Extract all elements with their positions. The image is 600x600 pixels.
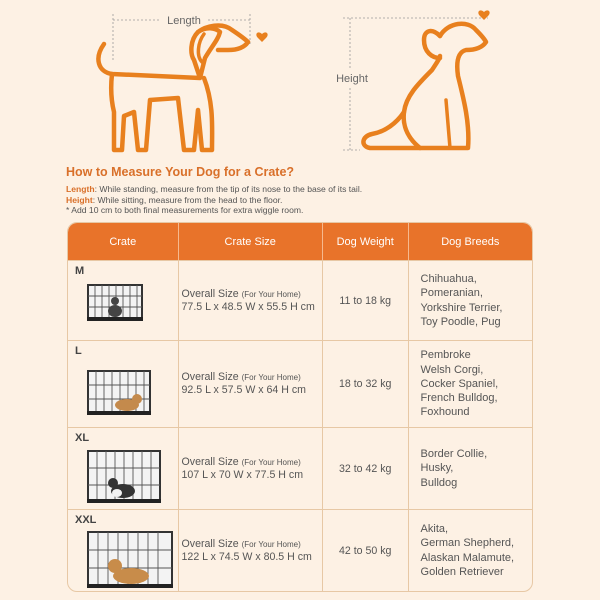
- dog-weight-cell: [323, 428, 409, 509]
- height-term: Height: [66, 194, 93, 205]
- crate-cell: [68, 341, 179, 427]
- breed-item: Cocker Spaniel,: [420, 377, 499, 390]
- crate-size-cell: [179, 261, 323, 340]
- crate-size-label: L: [75, 345, 82, 357]
- breed-item: Yorkshire Terrier,: [420, 301, 503, 314]
- dog-weight: 11 to 18 kg: [339, 294, 392, 307]
- dog-weight: 32 to 42 kg: [339, 462, 392, 475]
- dimensions: 77.5 L x 48.5 W x 55.5 H cm: [181, 300, 315, 313]
- table-row: [68, 427, 532, 509]
- measurement-illustration: [0, 0, 600, 160]
- dimensions: 92.5 L x 57.5 W x 64 H cm: [181, 384, 306, 396]
- for-home-label: (For Your Home): [241, 373, 301, 382]
- length-description: : While standing, measure from the tip of its nose to the base of its tail.: [94, 184, 363, 194]
- for-home-label: (For Your Home): [241, 457, 301, 467]
- breed-item: Border Collie,: [420, 448, 488, 461]
- dimensions: 107 L x 70 W x 77.5 H cm: [181, 468, 304, 481]
- heart-icon: [478, 10, 489, 20]
- overall-size-label: Overall Size: [181, 455, 239, 468]
- table-row: [68, 260, 532, 340]
- dog-weight: 42 to 50 kg: [339, 544, 392, 557]
- dog-weight-cell: [323, 510, 409, 591]
- wiggle-room-note: * Add 10 cm to both final measurements for extra wiggle room.: [66, 205, 304, 216]
- breed-item: Bulldog: [420, 476, 458, 489]
- overall-size-label: Overall Size: [181, 287, 239, 300]
- table-row: [68, 340, 532, 427]
- dimensions: 122 L x 74.5 W x 80.5 H cm: [181, 550, 312, 563]
- breed-item: Alaskan Malamute,: [420, 551, 515, 564]
- breed-item: Toy Poodle, Pug: [420, 315, 501, 328]
- heart-icon: [256, 32, 267, 42]
- dog-weight-cell: [323, 261, 409, 340]
- table-header: [68, 223, 532, 260]
- crate-image: [87, 449, 161, 505]
- dog-breeds-cell: [409, 341, 532, 427]
- dog-breeds-cell: [409, 510, 532, 591]
- dog-weight-cell: [323, 341, 409, 427]
- crate-cell: [68, 510, 179, 591]
- for-home-label: (For Your Home): [241, 539, 301, 549]
- sitting-dog-icon: [363, 24, 486, 148]
- height-description: : While sitting, measure from the head to the floor.: [92, 194, 283, 205]
- breed-item: Akita,: [420, 522, 449, 535]
- breed-item: Foxhound: [420, 406, 470, 419]
- dog-weight: 18 to 32 kg: [339, 378, 392, 390]
- crate-cell: [68, 428, 179, 509]
- crate-image: [87, 369, 151, 417]
- crate-size-label: M: [75, 265, 85, 277]
- breed-item: German Shepherd,: [420, 537, 515, 550]
- breed-item: Welsh Corgi,: [420, 363, 484, 376]
- header-crate: Crate: [68, 223, 179, 260]
- breed-item: Pomeranian,: [420, 287, 483, 300]
- crate-size-table: [67, 222, 533, 592]
- crate-cell: [68, 261, 179, 340]
- guide-title: How to Measure Your Dog for a Crate?: [66, 165, 295, 179]
- for-home-label: (For Your Home): [241, 289, 301, 299]
- crate-size-cell: [179, 428, 323, 509]
- breed-item: Chihuahua,: [420, 272, 477, 285]
- crate-image: [87, 283, 143, 323]
- breed-item: Golden Retriever: [420, 565, 504, 578]
- crate-size-label: XL: [75, 432, 90, 444]
- crate-size-cell: [179, 341, 323, 427]
- height-label: Height: [336, 73, 368, 85]
- header-dog-weight: Dog Weight: [323, 223, 409, 260]
- breed-item: Husky,: [420, 462, 454, 475]
- overall-size-label: Overall Size: [181, 371, 239, 383]
- header-crate-size: Crate Size: [179, 223, 323, 260]
- table-row: [68, 509, 532, 591]
- length-term: Length: [66, 184, 95, 194]
- measurement-notes: [66, 184, 362, 216]
- breed-item: French Bulldog,: [420, 392, 498, 405]
- crate-size-cell: [179, 510, 323, 591]
- length-label: Length: [167, 15, 201, 27]
- crate-size-label: XXL: [75, 514, 97, 526]
- breed-item: Pembroke: [420, 349, 471, 362]
- standing-dog-icon: [98, 26, 248, 150]
- header-dog-breeds: Dog Breeds: [441, 235, 500, 248]
- dog-breeds-cell: [409, 261, 532, 340]
- crate-image: [87, 530, 173, 590]
- dog-breeds-cell: [409, 428, 532, 509]
- overall-size-label: Overall Size: [181, 537, 239, 550]
